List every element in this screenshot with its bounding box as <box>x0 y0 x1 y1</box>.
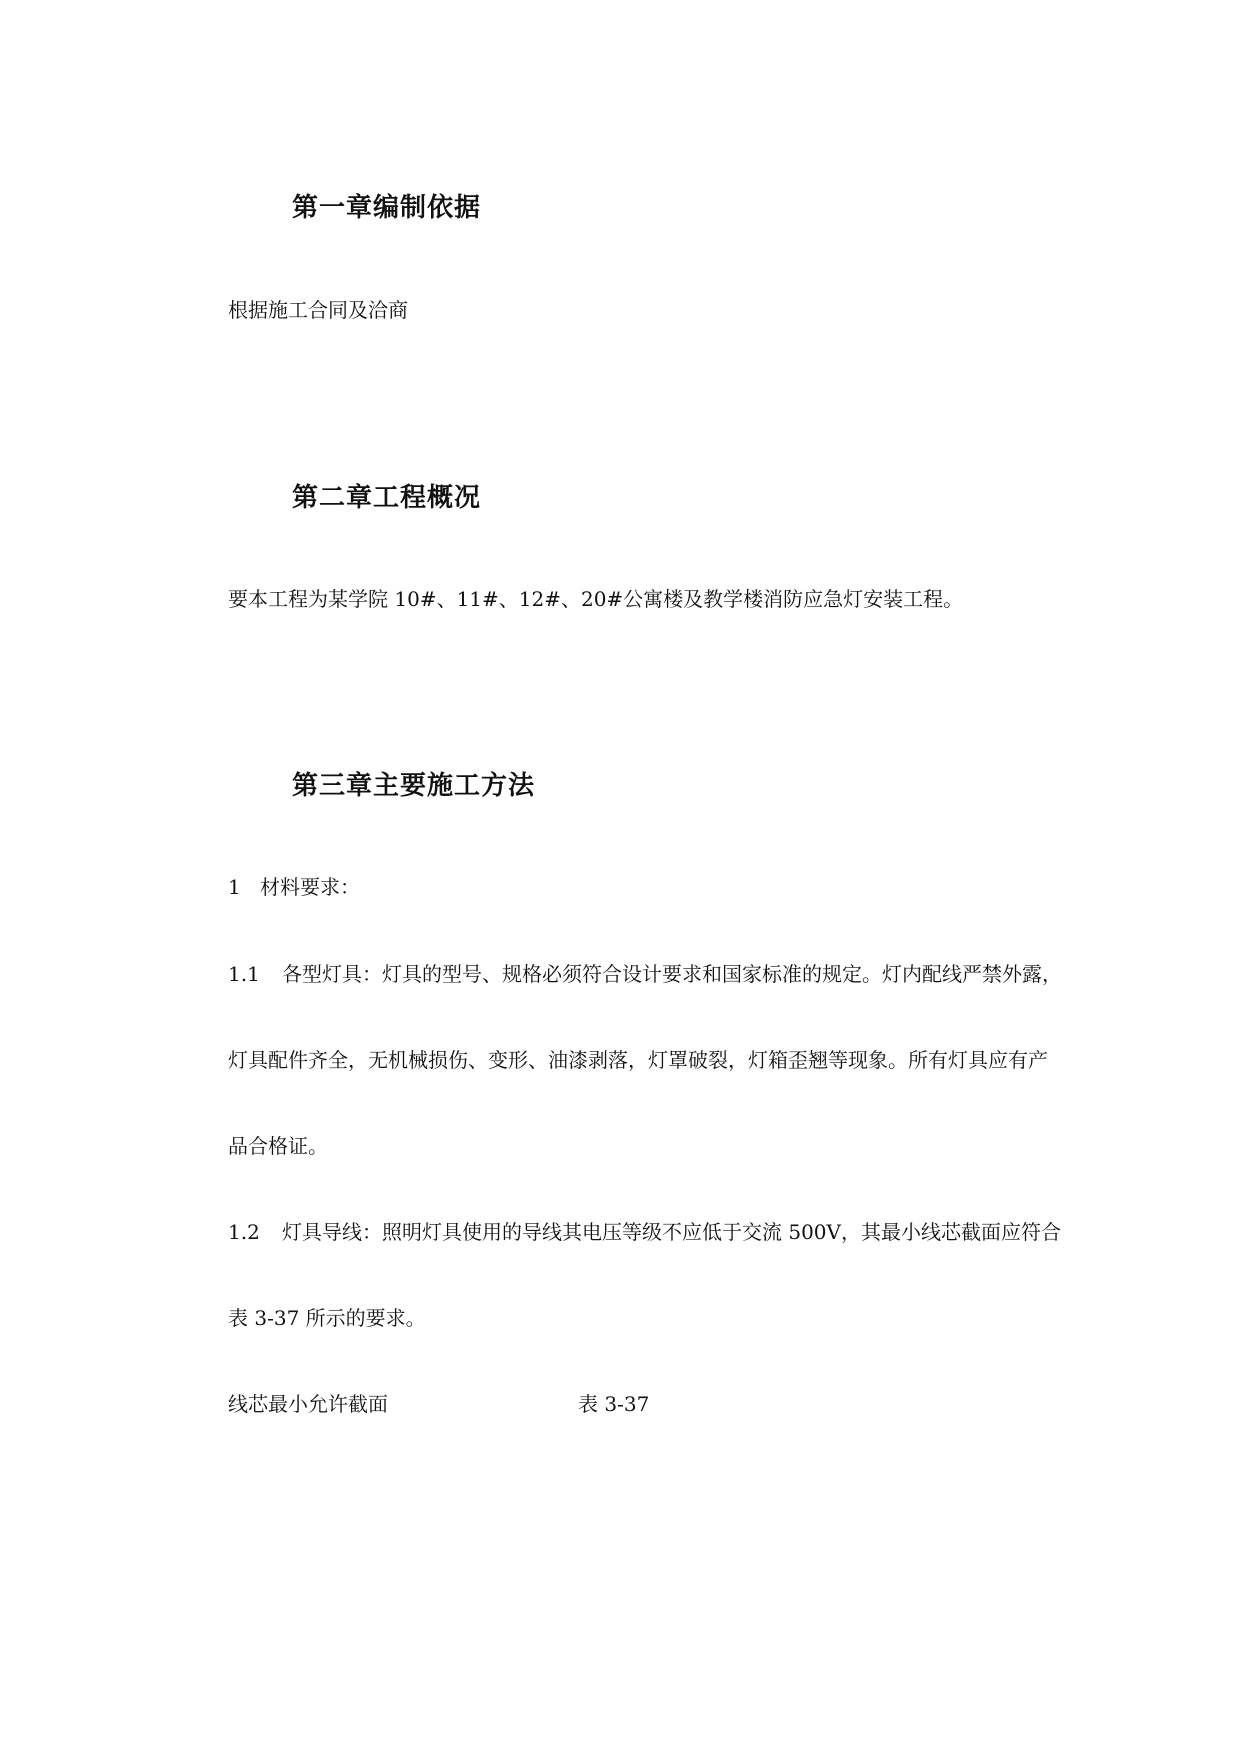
item-1-text: 材料要求： <box>260 875 360 899</box>
item-1-1-text-line-1: 各型灯具：灯具的型号、规格必须符合设计要求和国家标准的规定。灯内配线严禁外露， <box>282 962 1062 986</box>
item-1-1-line-3: 品合格证。 <box>228 1134 328 1158</box>
chapter-3-heading: 第三章主要施工方法 <box>292 771 536 801</box>
chapter-1-body: 根据施工合同及洽商 <box>228 298 408 322</box>
item-1-1-number: 1.1 <box>228 962 260 986</box>
chapter-1-heading: 第一章编制依据 <box>292 193 482 223</box>
table-caption-title: 线芯最小允许截面 <box>228 1392 388 1416</box>
item-1-2-text-line-1: 灯具导线：照明灯具使用的导线其电压等级不应低于交流 500V，其最小线芯截面应符合 <box>282 1220 1061 1244</box>
item-1 <box>228 873 360 901</box>
item-1-1-line-1 <box>228 960 1062 988</box>
item-1-1-line-2: 灯具配件齐全，无机械损伤、变形、油漆剥落，灯罩破裂，灯箱歪翘等现象。所有灯具应有产 <box>228 1048 1048 1072</box>
item-1-2-number: 1.2 <box>228 1220 260 1244</box>
chapter-2-body: 要本工程为某学院 10#、11#、12#、20#公寓楼及教学楼消防应急灯安装工程。 <box>228 587 964 611</box>
chapter-2-heading: 第二章工程概况 <box>292 483 482 513</box>
item-1-2-line-1 <box>228 1218 1061 1246</box>
item-1-number: 1 <box>228 875 241 899</box>
table-caption-ref: 表 3-37 <box>578 1392 650 1416</box>
item-1-2-line-2: 表 3-37 所示的要求。 <box>228 1306 426 1330</box>
